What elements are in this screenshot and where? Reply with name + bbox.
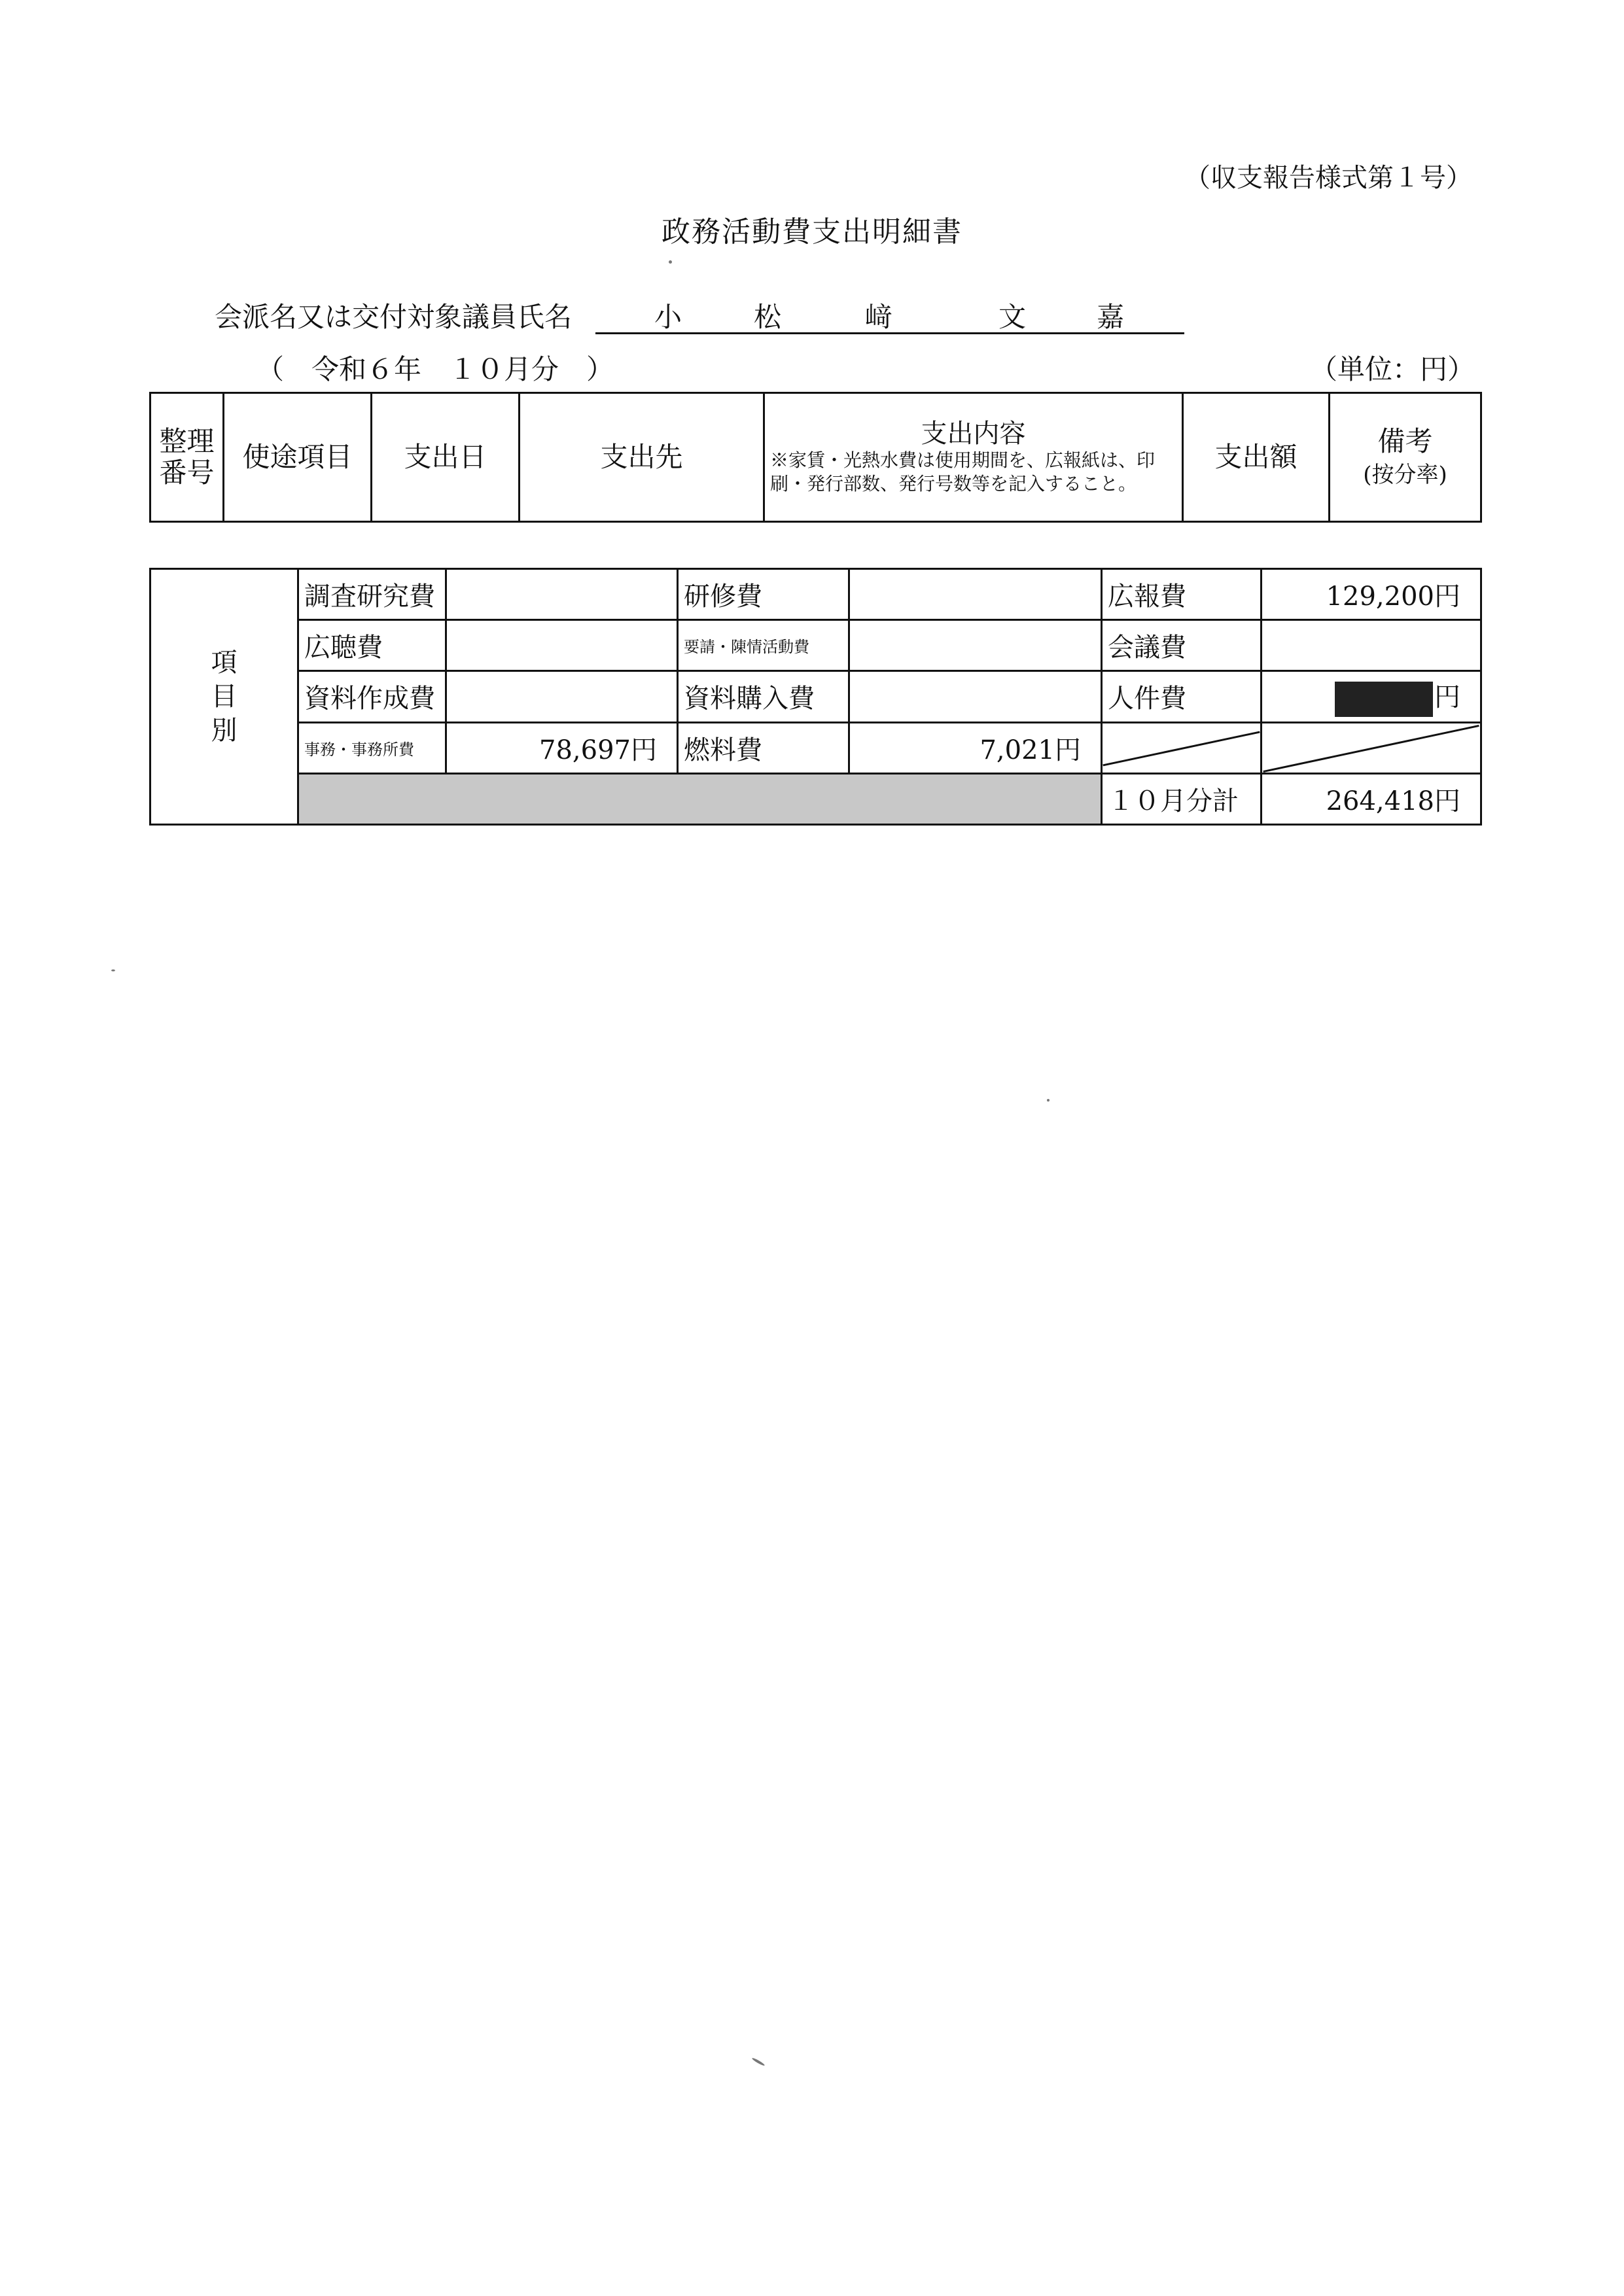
- category-amount: [1262, 620, 1481, 671]
- applicant-name: [595, 296, 1184, 334]
- side-char: 項: [211, 648, 238, 678]
- category-amount: 78,697円: [446, 722, 678, 773]
- applicant-name-char: 松: [754, 301, 782, 333]
- category-label: 広聴費: [298, 620, 446, 671]
- category-amount: [849, 569, 1102, 620]
- applicant-label: 会派名又は交付対象議員氏名: [215, 301, 573, 333]
- empty-slashed-cell: [1102, 722, 1262, 773]
- column-remarks-sub: (按分率): [1363, 462, 1447, 488]
- category-label: 調査研究費: [298, 569, 446, 620]
- personnel-amount: [1262, 671, 1481, 722]
- side-char: 別: [211, 716, 238, 746]
- empty-slashed-cell: [1262, 722, 1481, 773]
- applicant-name-char: 文: [998, 301, 1027, 333]
- side-char: 目: [211, 682, 238, 712]
- scan-speck: [751, 2057, 765, 2066]
- category-amount: [446, 569, 678, 620]
- expense-detail-header-table: [149, 392, 1482, 523]
- category-label: 資料作成費: [298, 671, 446, 722]
- category-label: 事務・事務所費: [298, 722, 446, 773]
- category-label: 資料購入費: [678, 671, 849, 722]
- shaded-blank-cell: [298, 773, 1102, 824]
- category-label: 研修費: [678, 569, 849, 620]
- category-amount: 7,021円: [849, 722, 1102, 773]
- redaction-box: [1335, 682, 1433, 717]
- total-label: １０月分計: [1102, 773, 1262, 824]
- category-amount: [849, 620, 1102, 671]
- category-amount: [446, 671, 678, 722]
- personnel-unit: 円: [1434, 682, 1460, 712]
- column-content-note: ※家賃・光熱水費は使用期間を、広報紙は、印刷・発行部数、発行号数等を記入すること。: [770, 449, 1156, 495]
- column-amount: 支出額: [1183, 393, 1330, 522]
- column-content-title: 支出内容: [921, 418, 1026, 449]
- scan-speck: [1047, 1099, 1050, 1102]
- scan-speck: [669, 260, 672, 264]
- column-content: [764, 393, 1183, 522]
- applicant-name-char: 嘉: [1097, 301, 1125, 333]
- column-remarks: [1330, 393, 1481, 522]
- applicant-name-char: 小: [654, 301, 682, 333]
- scan-speck: [111, 969, 115, 971]
- category-side-label: [150, 569, 298, 825]
- column-purpose: 使途項目: [224, 393, 372, 522]
- category-label: 広報費: [1102, 569, 1262, 620]
- category-summary-table: [149, 568, 1482, 826]
- column-number: [150, 393, 224, 522]
- currency-unit: （単位：円）: [1309, 353, 1475, 385]
- applicant-name-char: 﨑: [865, 301, 893, 333]
- column-payee: 支出先: [520, 393, 764, 522]
- document-title: 政務活動費支出明細書: [662, 215, 962, 249]
- category-label: 燃料費: [678, 722, 849, 773]
- category-amount: 129,200円: [1262, 569, 1481, 620]
- column-remarks-label: 備考: [1377, 425, 1433, 457]
- category-label: 要請・陳情活動費: [678, 620, 849, 671]
- column-date: 支出日: [372, 393, 520, 522]
- column-number-line1: 整理: [159, 425, 215, 457]
- report-period: （ 令和６年 １０月分 ）: [256, 353, 614, 385]
- category-label: 会議費: [1102, 620, 1262, 671]
- total-amount: 264,418円: [1262, 773, 1481, 824]
- column-number-line2: 番号: [159, 457, 215, 489]
- category-amount: [446, 620, 678, 671]
- form-number: （収支報告様式第１号）: [1184, 163, 1472, 193]
- category-label: 人件費: [1102, 671, 1262, 722]
- category-amount: [849, 671, 1102, 722]
